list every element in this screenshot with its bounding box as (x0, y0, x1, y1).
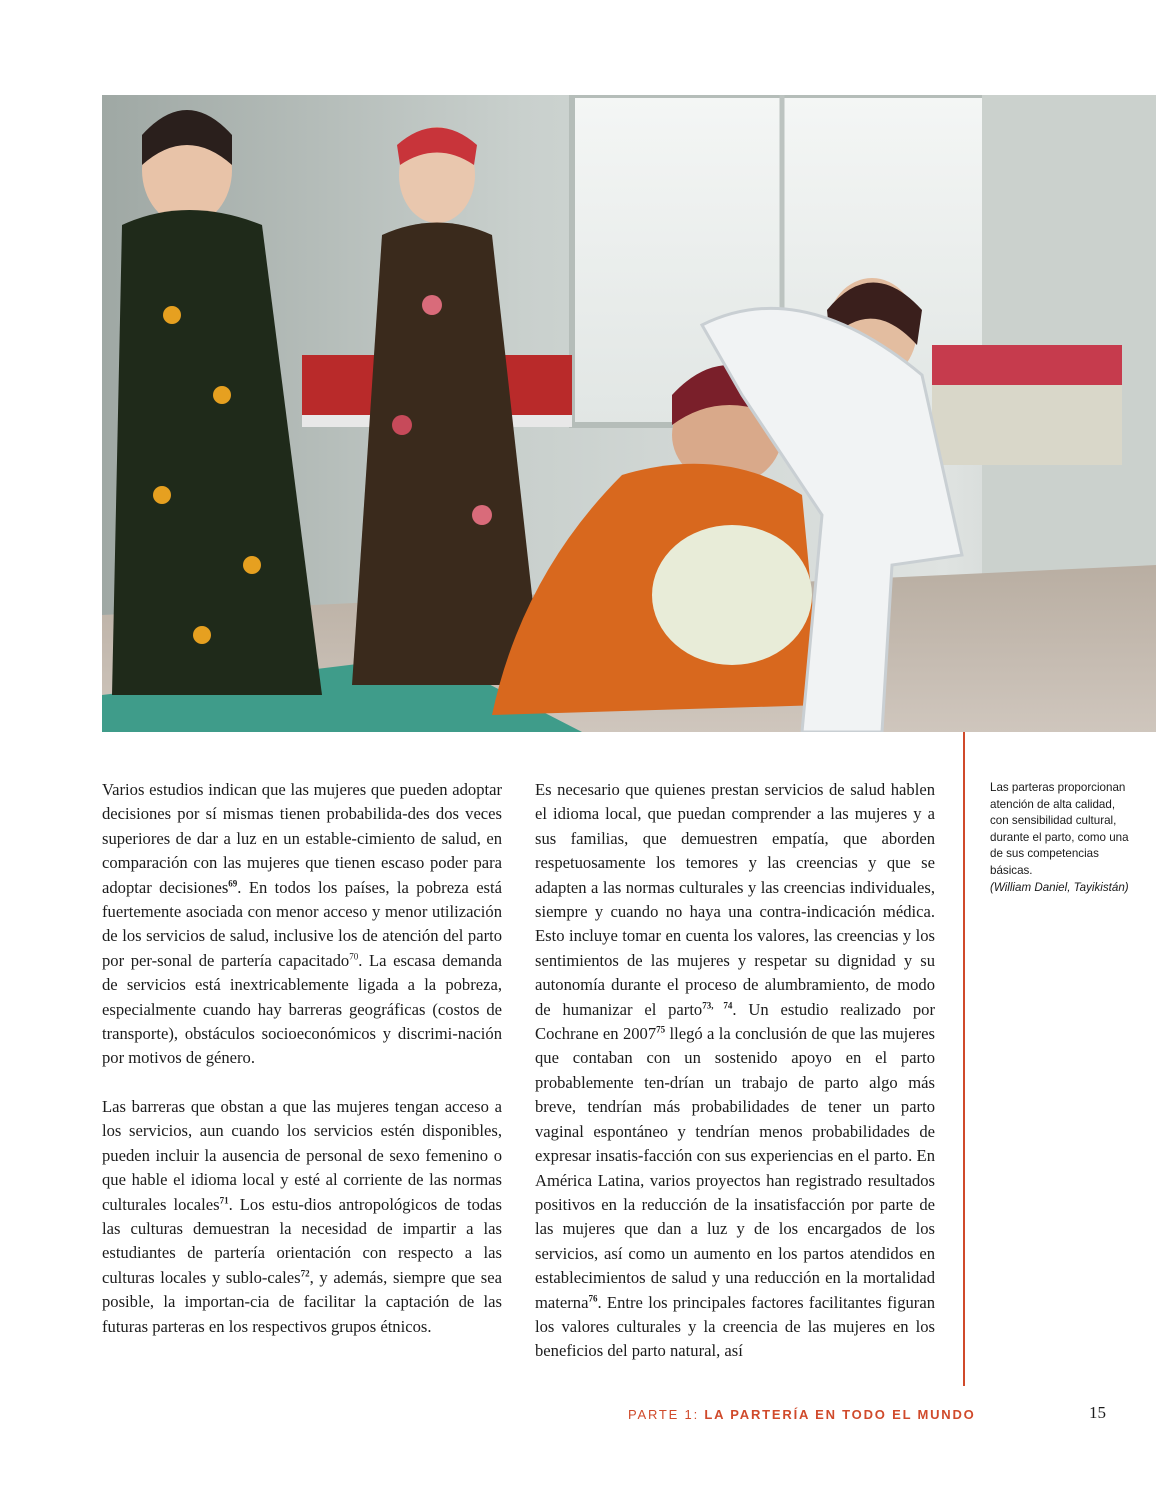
photo-caption (990, 780, 1130, 896)
footnote-ref: 72 (300, 1268, 310, 1279)
sidebar-rule (963, 732, 965, 1386)
paragraph (102, 1095, 502, 1339)
footnote-ref: 70 (349, 951, 359, 962)
photo-midwives-icon (102, 95, 1156, 732)
body-column-left (102, 778, 502, 1363)
photo-midwives (102, 95, 1156, 732)
text-run: . En todos los países, la pobreza está fuertemente asociada con menor acceso y menor utilización de los servicios de salud, inclusive los de atención del parto por per-sonal de partería capacitado (102, 877, 502, 970)
page-number: 15 (1089, 1403, 1106, 1422)
footnote-ref: 76 (588, 1293, 598, 1303)
paragraph (102, 778, 502, 1071)
text-run: . Un estudio realizado por Cochrane en 2007 (535, 999, 935, 1044)
text-run: Las barreras que obstan a que las mujeres tengan acceso a los servicios, aun cuando los servicios estén disponibles, pueden incluir la ausencia de personal de sexo femenino o que hable el idioma local y esté al corriente de las normas culturales locales (102, 1096, 502, 1214)
footnote-ref: 69 (228, 878, 238, 889)
footer-part: PARTE 1: (628, 1407, 705, 1422)
paragraph (535, 778, 935, 1364)
text-run: . Entre los principales factores facilitantes figuran los valores culturales y la creencia de las mujeres en los beneficios del parto natural, así (535, 1292, 935, 1361)
caption-text: Las parteras proporcionan atención de alta calidad, con sensibilidad cultural, durante el parto, como una de sus competencias básicas. (990, 781, 1129, 877)
footnote-ref: 75 (656, 1024, 666, 1035)
text-run: , y además, siempre que sea posible, la importan-cia de facilitar la captación de las futuras parteras en los respectivos grupos étnicos. (102, 1267, 502, 1336)
text-run: llegó a la conclusión de que las mujeres que contaban con un sostenido apoyo en el parto probablemente ten-drían un trabajo de parto algo más breve, tendrían más probabilidades de tener un parto vaginal espontáneo y tendrían menos probabilidades de expresar insatis-facción con sus experiencias en el parto. En América Latina, varios proyectos han registrado resultados positivos en la reducción de la insatisfacción por parte de las mujeres que dan a luz y de los encargados de los servicios, así como un aumento en los partos atendidos en establecimientos de salud y una reducción en la mortalidad materna (535, 1024, 936, 1312)
footnote-ref: 73, 74 (702, 1000, 733, 1011)
text-run: Varios estudios indican que las mujeres que pueden adoptar decisiones por sí mismas tienen probabilida-des dos veces superiores de dar a luz en un estable-cimiento de salud, en comparación con las mujeres que tienen escaso poder para adoptar decisiones (102, 780, 502, 897)
footer-title: LA PARTERÍA EN TODO EL MUNDO (704, 1407, 976, 1422)
text-run: Es necesario que quienes prestan servicios de salud hablen el idioma local, que puedan comprender a las mujeres y a sus familias, que demuestren empatía, que aborden respetuosamente los temores y las creencias y que se adapten a las normas culturales y las creencias individuales, siempre y cuando no haya una contra-indicación médica. Esto incluye tomar en cuenta los valores, las creencias y los sentimientos de las mujeres y respetar su dignidad y su autonomía durante el proceso de alumbramiento, de modo de humanizar el parto (535, 780, 935, 1019)
text-run: . Los estu-dios antropológicos de todas las culturas demuestran la necesidad de impartir a las estudiantes de partería orientación con respecto a las culturas locales y sublo-cales (102, 1194, 502, 1287)
footnote-ref: 71 (219, 1194, 229, 1205)
running-footer (628, 1407, 976, 1422)
caption-credit: (William Daniel, Tayikistán) (990, 880, 1129, 894)
text-run: . La escasa demanda de servicios está inextricablemente ligada a la pobreza, especialmente cuando hay barreras geográficas (costos de transporte), obstáculos socioeconómicos y discrimi-nación por motivos de género. (102, 950, 502, 1068)
body-column-right (535, 778, 935, 1388)
